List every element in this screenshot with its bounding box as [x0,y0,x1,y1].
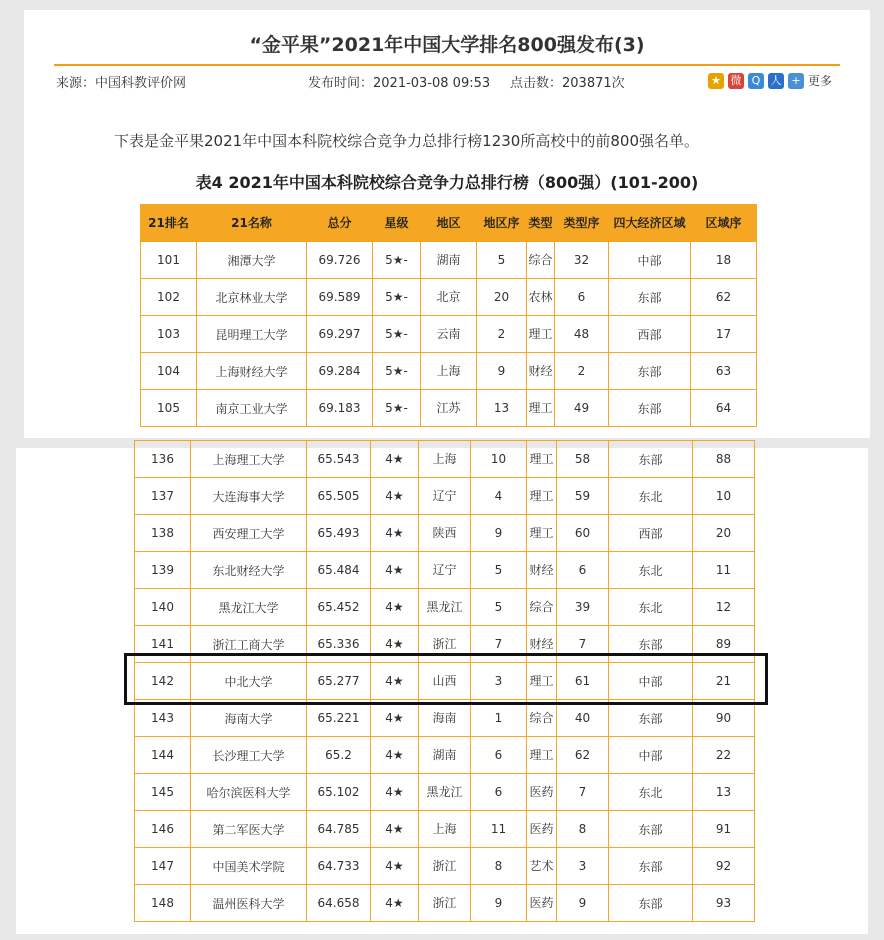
article-top-panel [24,10,870,438]
table-cell: 62 [557,737,609,774]
table-cell: 7 [557,626,609,663]
table-row [135,848,755,885]
table-cell: 4 [471,478,527,515]
table-cell: 137 [135,478,191,515]
table-cell: 湘潭大学 [197,242,307,279]
table-cell: 上海 [419,441,471,478]
table-cell: 北京 [421,279,477,316]
table-cell: 48 [555,316,609,353]
table-cell: 东北 [609,589,693,626]
table-row [135,478,755,515]
table-row [135,885,755,922]
table-cell: 1 [471,700,527,737]
table-cell: 财经 [527,353,555,390]
table-cell: 辽宁 [419,478,471,515]
table-row [135,552,755,589]
table-cell: 69.183 [307,390,373,427]
table-cell: 17 [691,316,757,353]
table-cell: 中国美术学院 [191,848,307,885]
column-header: 星级 [373,205,421,242]
table-cell: 92 [693,848,755,885]
table-row [135,700,755,737]
table-cell: 东部 [609,353,691,390]
share-bar [708,72,832,89]
table-cell: 理工 [527,737,557,774]
table-cell: 5 [477,242,527,279]
table-cell: 西安理工大学 [191,515,307,552]
table-cell: 东部 [609,279,691,316]
table-cell: 大连海事大学 [191,478,307,515]
table-cell: 102 [141,279,197,316]
table-cell: 8 [471,848,527,885]
table-cell: 东部 [609,626,693,663]
column-header: 类型 [527,205,555,242]
table-cell: 10 [471,441,527,478]
table-cell: 69.297 [307,316,373,353]
table-cell: 温州医科大学 [191,885,307,922]
table-cell: 65.221 [307,700,371,737]
table-cell: 18 [691,242,757,279]
table-cell: 浙江 [419,848,471,885]
source-label: 来源：中国科教评价网 [56,76,187,91]
table-cell: 58 [557,441,609,478]
table-cell: 海南 [419,700,471,737]
table-cell: 云南 [421,316,477,353]
table-cell: 62 [691,279,757,316]
table-cell: 3 [557,848,609,885]
table-row [141,316,757,353]
table-cell: 理工 [527,478,557,515]
table-cell: 东北 [609,774,693,811]
table-cell: 32 [555,242,609,279]
table-cell: 64 [691,390,757,427]
table-cell: 辽宁 [419,552,471,589]
table-cell: 89 [693,626,755,663]
table-cell: 艺术 [527,848,557,885]
favorite-icon[interactable]: ★ [708,73,724,89]
column-header: 21名称 [197,205,307,242]
table-caption: 表4 2021年中国本科院校综合竞争力总排行榜（800强）(101-200) [195,173,699,192]
table-row [135,589,755,626]
table-cell: 88 [693,441,755,478]
table-cell: 上海财经大学 [197,353,307,390]
table-cell: 13 [693,774,755,811]
table-cell: 20 [477,279,527,316]
table-cell: 5★- [373,353,421,390]
table-cell: 65.543 [307,441,371,478]
table-cell: 陕西 [419,515,471,552]
table-cell: 40 [557,700,609,737]
more-link[interactable]: 更多 [808,74,833,88]
title-divider [54,64,840,66]
table-cell: 6 [557,552,609,589]
table-cell: 9 [471,885,527,922]
table-cell: 143 [135,700,191,737]
table-cell: 4★ [371,811,419,848]
table-cell: 湖南 [421,242,477,279]
table-cell: 中部 [609,242,691,279]
table-cell: 5★- [373,279,421,316]
table-cell: 147 [135,848,191,885]
table-header-row [141,205,757,242]
table-cell: 9 [477,353,527,390]
table-cell: 139 [135,552,191,589]
table-cell: 5★- [373,390,421,427]
table-cell: 65.2 [307,737,371,774]
column-header: 地区 [421,205,477,242]
table-cell: 104 [141,353,197,390]
table-cell: 西部 [609,515,693,552]
table-row [141,390,757,427]
table-cell: 2 [555,353,609,390]
table-cell: 91 [693,811,755,848]
table-row [141,279,757,316]
table-cell: 4★ [371,626,419,663]
table-row [135,774,755,811]
table-cell: 13 [477,390,527,427]
table-cell: 综合 [527,700,557,737]
table-row [141,242,757,279]
table-cell: 4★ [371,663,419,700]
table-cell: 黑龙江 [419,774,471,811]
table-cell: 医药 [527,885,557,922]
intro-text: 下表是金平果2021年中国本科院校综合竞争力总排行榜1230所高校中的前800强名单。 [114,132,699,150]
table-cell: 49 [555,390,609,427]
table-cell: 东部 [609,441,693,478]
click-count: 点击数：203871次 [510,76,625,91]
column-header: 21排名 [141,205,197,242]
table-cell: 理工 [527,441,557,478]
table-cell: 65.493 [307,515,371,552]
table-cell: 101 [141,242,197,279]
table-cell: 财经 [527,626,557,663]
table-cell: 7 [557,774,609,811]
table-cell: 理工 [527,663,557,700]
table-cell: 4★ [371,885,419,922]
table-cell: 浙江 [419,885,471,922]
table-cell: 10 [693,478,755,515]
table-cell: 5★- [373,242,421,279]
table-cell: 65.102 [307,774,371,811]
table-cell: 东部 [609,811,693,848]
table-cell: 医药 [527,811,557,848]
table-cell: 财经 [527,552,557,589]
table-cell: 东部 [609,390,691,427]
table-cell: 60 [557,515,609,552]
ranking-table-top [140,204,757,427]
table-row [135,515,755,552]
table-cell: 北京林业大学 [197,279,307,316]
table-cell: 64.733 [307,848,371,885]
weibo-icon[interactable]: 微 [728,73,744,89]
table-row [135,441,755,478]
table-cell: 山西 [419,663,471,700]
table-cell: 144 [135,737,191,774]
table-cell: 8 [557,811,609,848]
table-cell: 江苏 [421,390,477,427]
table-cell: 11 [693,552,755,589]
table-cell: 5 [471,589,527,626]
table-cell: 21 [693,663,755,700]
table-cell: 9 [557,885,609,922]
table-cell: 138 [135,515,191,552]
column-header: 四大经济区域 [609,205,691,242]
table-cell: 20 [693,515,755,552]
table-cell: 3 [471,663,527,700]
page-title: “金平果”2021年中国大学排名800强发布(3) [249,34,645,56]
table-row [141,353,757,390]
renren-icon[interactable]: 人 [768,73,784,89]
table-cell: 4★ [371,441,419,478]
table-cell: 148 [135,885,191,922]
table-cell: 医药 [527,774,557,811]
table-cell: 65.277 [307,663,371,700]
qzone-icon[interactable]: Q [748,73,764,89]
table-cell: 146 [135,811,191,848]
table-cell: 69.284 [307,353,373,390]
table-cell: 中部 [609,737,693,774]
table-cell: 90 [693,700,755,737]
table-cell: 4★ [371,552,419,589]
table-cell: 12 [693,589,755,626]
table-cell: 4★ [371,848,419,885]
table-cell: 4★ [371,515,419,552]
table-cell: 长沙理工大学 [191,737,307,774]
table-row [135,811,755,848]
table-cell: 东北财经大学 [191,552,307,589]
table-cell: 中北大学 [191,663,307,700]
table-cell: 综合 [527,242,555,279]
column-header: 总分 [307,205,373,242]
table-cell: 西部 [609,316,691,353]
table-cell: 22 [693,737,755,774]
column-header: 类型序 [555,205,609,242]
publish-time: 发布时间：2021-03-08 09:53 [308,76,491,91]
table-cell: 湖南 [419,737,471,774]
table-cell: 136 [135,441,191,478]
table-cell: 6 [471,737,527,774]
table-cell: 哈尔滨医科大学 [191,774,307,811]
table-cell: 39 [557,589,609,626]
table-cell: 4★ [371,737,419,774]
table-cell: 东部 [609,885,693,922]
table-cell: 4★ [371,700,419,737]
table-cell: 65.484 [307,552,371,589]
table-cell: 第二军医大学 [191,811,307,848]
table-cell: 理工 [527,515,557,552]
table-cell: 农林 [527,279,555,316]
table-cell: 69.726 [307,242,373,279]
table-cell: 141 [135,626,191,663]
table-cell: 海南大学 [191,700,307,737]
table-cell: 上海 [419,811,471,848]
table-cell: 65.336 [307,626,371,663]
table-cell: 理工 [527,390,555,427]
table-cell: 东北 [609,478,693,515]
table-cell: 103 [141,316,197,353]
table-cell: 南京工业大学 [197,390,307,427]
table-cell: 东部 [609,700,693,737]
table-cell: 4★ [371,589,419,626]
table-cell: 11 [471,811,527,848]
column-header: 区域序 [691,205,757,242]
table-cell: 东部 [609,848,693,885]
table-cell: 理工 [527,316,555,353]
table-cell: 综合 [527,589,557,626]
table-cell: 上海 [421,353,477,390]
table-cell: 93 [693,885,755,922]
table-cell: 浙江工商大学 [191,626,307,663]
table-cell: 64.785 [307,811,371,848]
table-cell: 142 [135,663,191,700]
table-cell: 上海理工大学 [191,441,307,478]
table-cell: 黑龙江 [419,589,471,626]
table-cell: 61 [557,663,609,700]
table-cell: 65.505 [307,478,371,515]
table-cell: 4★ [371,478,419,515]
table-cell: 东北 [609,552,693,589]
column-header: 地区序 [477,205,527,242]
table-cell: 63 [691,353,757,390]
table-cell: 昆明理工大学 [197,316,307,353]
table-cell: 6 [555,279,609,316]
table-cell: 140 [135,589,191,626]
table-cell: 5★- [373,316,421,353]
table-cell: 105 [141,390,197,427]
table-cell: 6 [471,774,527,811]
table-cell: 69.589 [307,279,373,316]
table-row [135,737,755,774]
table-cell: 65.452 [307,589,371,626]
table-cell: 5 [471,552,527,589]
highlight-box [124,653,768,705]
table-cell: 145 [135,774,191,811]
table-cell: 9 [471,515,527,552]
table-cell: 64.658 [307,885,371,922]
plus-icon[interactable]: + [788,73,804,89]
table-cell: 中部 [609,663,693,700]
table-cell: 浙江 [419,626,471,663]
table-cell: 59 [557,478,609,515]
table-cell: 4★ [371,774,419,811]
table-cell: 黑龙江大学 [191,589,307,626]
table-cell: 7 [471,626,527,663]
table-cell: 2 [477,316,527,353]
